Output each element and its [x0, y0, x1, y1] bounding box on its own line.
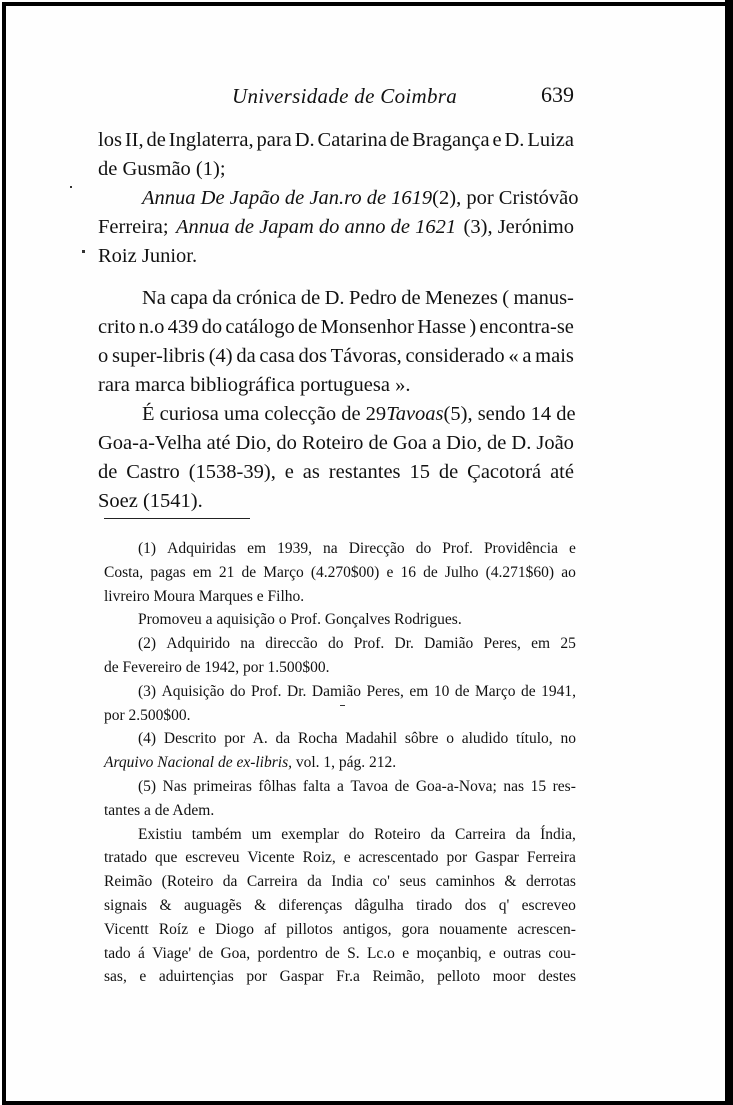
body-text-main — [98, 126, 579, 271]
word: Damião — [424, 635, 474, 653]
word: a — [336, 777, 344, 795]
footnote-line — [104, 680, 576, 704]
word: Dio, — [446, 432, 482, 454]
footnote-line — [104, 894, 576, 918]
word: Menezes — [425, 287, 498, 309]
word: por — [224, 730, 245, 748]
word: Dr. — [287, 682, 307, 700]
footnote-line: Promoveu a aquisição o Prof. Gonçalves Rodrigues. — [138, 611, 462, 629]
word: da — [275, 730, 291, 748]
body-line: rara marca bibliográfica portuguesa ». — [98, 374, 411, 396]
footnote-line — [104, 561, 576, 585]
word: e — [284, 461, 294, 483]
footnotes — [104, 537, 576, 989]
scan-speck — [340, 705, 345, 706]
word: Adquirido — [166, 635, 231, 653]
word: e — [343, 849, 351, 867]
word: de — [198, 944, 214, 962]
word: de — [520, 682, 536, 700]
word: considerado — [405, 345, 505, 367]
word: Pedro — [348, 287, 397, 309]
body-line — [98, 342, 574, 371]
word: Hasse — [417, 316, 467, 338]
body-line — [98, 284, 574, 313]
word: da — [212, 287, 232, 309]
word: Lc.o — [366, 944, 395, 962]
word: acrescen- — [517, 920, 576, 938]
word: Roíz — [158, 920, 189, 938]
word: manus- — [513, 287, 574, 309]
word: do — [201, 316, 223, 338]
footnote-line: por 2.500$00. — [104, 706, 191, 724]
word: Bragança — [412, 129, 490, 151]
word: Goa, — [220, 944, 251, 962]
word: dos — [298, 345, 327, 367]
word: a — [432, 432, 442, 454]
word: Inglaterra, — [168, 129, 254, 151]
word: Adquiridas — [167, 540, 237, 557]
word: tado — [104, 944, 131, 962]
word: e — [386, 563, 394, 581]
word: do — [415, 540, 432, 557]
footnote-line — [104, 846, 576, 870]
footnote-line — [104, 918, 576, 942]
footnote-line — [104, 727, 576, 751]
page-number: 639 — [541, 82, 574, 107]
word: A. — [252, 730, 268, 748]
word: cou- — [548, 944, 576, 962]
work-title: Annua De Japão de Jan.ro de 1619 — [142, 187, 433, 209]
work-title: Tavoas — [386, 403, 444, 425]
word: « — [508, 345, 519, 367]
word: sas, — [104, 968, 127, 986]
word: co' — [372, 873, 390, 891]
word: auguagẽs — [183, 896, 242, 914]
word: até — [550, 461, 574, 483]
word: & — [159, 896, 172, 914]
word: Çacotorá — [467, 461, 542, 483]
word: (1538-39), — [188, 461, 276, 483]
word: signais — [104, 896, 148, 914]
word: 15 — [530, 777, 547, 795]
footnote-line — [104, 965, 576, 989]
footnote-fragment: vol. 1, pág. 212. — [295, 754, 397, 772]
word: título, — [516, 730, 553, 748]
body-line — [98, 400, 574, 429]
footnote-line — [104, 823, 576, 847]
footnote-line — [104, 751, 576, 775]
scan-speck — [82, 250, 85, 253]
word: af — [264, 920, 277, 938]
word: por — [446, 849, 468, 867]
word: de — [241, 563, 257, 581]
word: direccão — [265, 635, 318, 653]
word: (1) — [138, 540, 157, 557]
word: India — [331, 873, 364, 891]
word: D. — [504, 129, 525, 151]
word: (Roteiro — [161, 873, 214, 891]
word: casa — [259, 345, 295, 367]
scan-speck — [70, 186, 72, 188]
word: derrotas — [525, 873, 576, 891]
word: de — [487, 432, 507, 454]
word: e — [402, 944, 410, 962]
word: aludido — [461, 730, 509, 748]
word: Vicentt — [104, 920, 149, 938]
word: Reimão — [104, 873, 153, 891]
word: 16 — [400, 563, 416, 581]
word: pordentro — [257, 944, 318, 962]
word: escreveu — [185, 849, 240, 867]
word: para — [256, 129, 292, 151]
word: 15 — [409, 461, 430, 483]
word: mais — [535, 345, 574, 367]
word: Rocha — [297, 730, 338, 748]
body-fragment: (3), Jerónimo — [463, 216, 574, 238]
body-fragment: Ferreira; — [98, 216, 169, 238]
word: 439 — [167, 316, 199, 338]
word: 10 — [433, 682, 450, 700]
word: los — [98, 129, 122, 151]
word: o — [98, 345, 109, 367]
word: de — [423, 563, 438, 581]
footnote-line — [104, 775, 576, 799]
word: Viage' — [152, 944, 192, 962]
word: Catarina — [317, 129, 387, 151]
body-fragment: É curiosa uma colecção de 29 — [142, 403, 387, 425]
word: Goa — [392, 432, 427, 454]
word: Dio, — [235, 432, 272, 454]
word: 25 — [560, 635, 576, 653]
word: Março — [263, 563, 304, 581]
word: Roiz, — [302, 849, 336, 867]
word: moor — [492, 968, 526, 986]
word: ) — [469, 316, 477, 338]
word: Março — [475, 682, 516, 700]
word: ao — [561, 563, 576, 581]
footnote-line: livreiro Moura Marques e Filho. — [104, 587, 305, 605]
word: exemplar — [281, 825, 339, 843]
word: na — [323, 540, 338, 557]
word: Monsenhor — [320, 316, 414, 338]
word: Nas — [162, 777, 187, 795]
word: D. — [511, 432, 532, 454]
word: Madahil — [345, 730, 398, 748]
word: 1939, — [277, 540, 312, 557]
word: Peres, — [366, 682, 404, 700]
word: Goa-a-Nova; — [415, 777, 497, 795]
word: da — [515, 825, 531, 843]
word: dos — [464, 896, 487, 914]
word: de — [298, 316, 318, 338]
word: Prof. — [353, 635, 385, 653]
word: aduirtençias — [158, 968, 234, 986]
word: Carreira — [246, 873, 298, 891]
word: res- — [552, 777, 576, 795]
word: D. — [294, 129, 315, 151]
word: moçanbiq, — [416, 944, 482, 962]
footnote-line — [104, 632, 576, 656]
body-line: Roiz Junior. — [98, 245, 198, 267]
word: pelloto — [437, 968, 481, 986]
word: q' — [498, 896, 510, 914]
word: super-libris — [111, 345, 205, 367]
word: de — [98, 461, 118, 483]
word: Castro — [126, 461, 180, 483]
word: Índia, — [540, 825, 576, 843]
word: Julho — [444, 563, 479, 581]
word: um — [251, 825, 272, 843]
word: Tavoa — [350, 777, 389, 795]
body-text-paragraph-capa — [98, 284, 574, 516]
word: & — [504, 873, 517, 891]
word: Luiza — [527, 129, 574, 151]
body-line — [98, 458, 574, 487]
word: Goa-a-Velha — [98, 432, 202, 454]
word: da — [307, 873, 322, 891]
word: a — [522, 345, 532, 367]
word: (2) — [138, 635, 157, 653]
word: 1941, — [541, 682, 576, 700]
word: Roteiro — [374, 825, 421, 843]
word: sôbre — [404, 730, 439, 748]
word: diferenças — [278, 896, 343, 914]
word: 21 — [218, 563, 235, 581]
footnote-line — [104, 942, 576, 966]
word: Diogo — [215, 920, 254, 938]
word: falta — [302, 777, 331, 795]
word: Távoras, — [330, 345, 402, 367]
word: nas — [503, 777, 524, 795]
word: n.o — [138, 316, 165, 338]
word: Prof. — [442, 540, 473, 557]
word: Reimão, — [372, 968, 425, 986]
word: e — [488, 944, 496, 962]
word: do — [276, 432, 297, 454]
word: de — [300, 287, 321, 309]
word: do — [348, 825, 365, 843]
word: (3) — [138, 682, 157, 700]
word: em — [192, 563, 212, 581]
word: da — [222, 873, 238, 891]
word: Direcção — [348, 540, 405, 557]
word: em — [531, 635, 551, 653]
word: Fr.a — [336, 968, 360, 986]
word: Peres, — [483, 635, 521, 653]
word: caminhos — [435, 873, 495, 891]
word: João — [536, 432, 574, 454]
work-title: Annua de Japam do anno de 1621 — [176, 216, 457, 238]
word: que — [154, 849, 178, 867]
word: e — [139, 968, 147, 986]
body-line — [98, 313, 574, 342]
word: de — [454, 682, 470, 700]
word: acrescentado — [358, 849, 439, 867]
word: e — [198, 920, 206, 938]
word: Existiu — [138, 825, 182, 843]
word: até — [206, 432, 231, 454]
word: o — [446, 730, 454, 748]
word: primeiras — [193, 777, 252, 795]
word: Na — [142, 287, 166, 309]
word: em — [409, 682, 429, 700]
word: Ferreira — [526, 849, 576, 867]
word: no — [560, 730, 576, 748]
word: (4) — [138, 730, 157, 748]
word: pagas — [150, 563, 186, 581]
word: II, — [124, 129, 144, 151]
word: ( — [502, 287, 510, 309]
word: encontra-se — [479, 316, 574, 338]
word: da — [430, 825, 446, 843]
word: de — [401, 287, 421, 309]
word: escreveo — [521, 896, 576, 914]
word: & — [254, 896, 267, 914]
word: destes — [538, 968, 576, 986]
word: crito — [98, 316, 136, 338]
word: Gaspar — [279, 968, 324, 986]
word: de — [389, 129, 410, 151]
word: por — [246, 968, 268, 986]
body-fragment: (2), por Cristóvão — [432, 187, 579, 209]
word: Damião — [311, 682, 361, 700]
word: capa — [170, 287, 208, 309]
body-line — [98, 429, 574, 458]
word: de — [438, 461, 459, 483]
word: Vicente — [247, 849, 295, 867]
word: na — [240, 635, 255, 653]
word: Carreira — [455, 825, 506, 843]
word: Dr. — [394, 635, 414, 653]
word: Roteiro — [301, 432, 364, 454]
word: de — [368, 432, 388, 454]
word: Aquisição — [161, 682, 225, 700]
word: da — [236, 345, 256, 367]
word: de — [325, 944, 340, 962]
word: Gaspar — [475, 849, 519, 867]
word: pillotos — [286, 920, 333, 938]
word: do — [229, 682, 246, 700]
word: S. — [347, 944, 360, 962]
word: Descrito — [163, 730, 217, 748]
word: catálogo — [225, 316, 295, 338]
word: (4.270$00) — [310, 563, 380, 581]
word: outras — [503, 944, 541, 962]
word: do — [327, 635, 344, 653]
word: (4) — [208, 345, 233, 367]
word: e — [569, 540, 576, 557]
running-header-title: Universidade de Coimbra — [232, 84, 458, 108]
word: em — [247, 540, 267, 557]
body-line: de Gusmão (1); — [98, 158, 226, 180]
body-fragment: (5), sendo 14 de — [443, 403, 576, 425]
word: (4.271$60) — [485, 563, 555, 581]
word: nouamente — [439, 920, 508, 938]
footnote-line: de Fevereiro de 1942, por 1.500$00. — [104, 658, 330, 676]
word: dâgulha — [354, 896, 404, 914]
footnote-line — [104, 537, 576, 561]
footnote-line — [104, 870, 576, 894]
word: de — [394, 777, 410, 795]
word: seus — [399, 873, 427, 891]
word: Providência — [483, 540, 558, 557]
word: (5) — [138, 777, 157, 795]
word: tirado — [416, 896, 453, 914]
word: tratado — [104, 849, 148, 867]
body-line — [98, 213, 574, 242]
word: antigos, — [342, 920, 392, 938]
word: e — [492, 129, 502, 151]
word: Prof. — [250, 682, 282, 700]
word: também — [191, 825, 242, 843]
word: restantes — [328, 461, 401, 483]
word: crónica — [236, 287, 297, 309]
word: Costa, — [104, 563, 144, 581]
word: fôlhas — [258, 777, 297, 795]
body-line — [98, 126, 574, 155]
word: as — [302, 461, 320, 483]
word: D. — [324, 287, 345, 309]
word: de — [146, 129, 166, 151]
journal-title: Arquivo Nacional de ex-libris, — [104, 754, 292, 772]
word: gora — [401, 920, 430, 938]
body-line — [98, 184, 579, 213]
body-line: Soez (1541). — [98, 490, 203, 512]
word: á — [138, 944, 145, 962]
footnote-line: tantes a de Adem. — [104, 801, 215, 819]
footnote-divider — [104, 518, 250, 519]
